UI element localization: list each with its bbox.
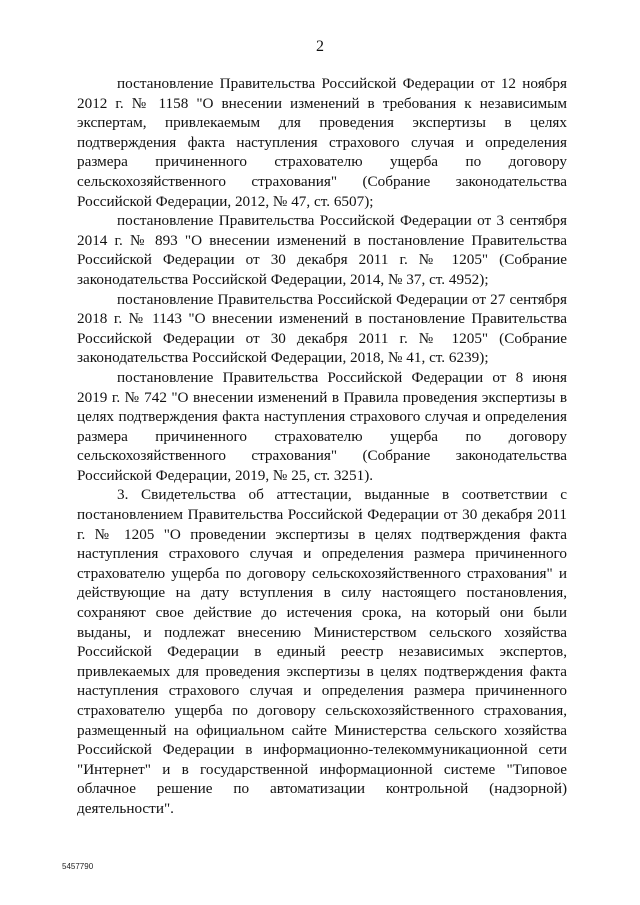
paragraph-clause-3-certificates: 3. Свидетельства об аттестации, выданные в соответствии с постановлением Правительства Российской Федерации от 30 декабря 2011 г. № 1205 "О проведении экспертизы в целях подтверждения факта наступления страхового случая и определения размера причиненного страхователю ущерба по договору сельскохозяйственного страхования" и действующие на дату вступления в силу настоящего постановления, сохраняют свое действие до истечения срока, на который они были выданы, и подлежат внесению Министерством сельского хозяйства Российской Федерации в единый реестр независимых экспертов, привлекаемых для проведения экспертизы в целях подтверждения факта наступления страхового случая и определения размера причиненного страхователю ущерба по договору сельскохозяйственного страхования, размещенный на официальном сайте Министерства сельского хозяйства Российской Федерации в информационно-телекоммуникационной сети "Интернет" и в государственной информационной системе "Типовое облачное решение по автоматизации контрольной (надзорной) деятельности". — [77, 486, 567, 817]
paragraph-decree-1143: постановление Правительства Российской Федерации от 27 сентября 2018 г. № 1143 "О внесении изменений в постановление Правительства Российской Федерации от 30 декабря 2011 г. № 1205" (Собрание законодательства Российской Федерации, 2018, № 41, ст. 6239); — [77, 290, 567, 367]
document-footer-code: 5457790 — [62, 862, 94, 871]
document-body — [77, 74, 567, 819]
paragraph-decree-893: постановление Правительства Российской Федерации от 3 сентября 2014 г. № 893 "О внесении изменений в постановление Правительства Российской Федерации от 30 декабря 2011 г. № 1205" (Собрание законодательства Российской Федерации, 2014, № 37, ст. 4952); — [77, 212, 567, 288]
page-number: 2 — [316, 38, 324, 55]
paragraph-decree-742: постановление Правительства Российской Федерации от 8 июня 2019 г. № 742 "О внесении изменений в Правила проведения экспертизы в целях подтверждения факта наступления страхового случая и определения размера причиненного страхователю ущерба по договору сельскохозяйственного страхования" (Собрание законодательства Российской Федерации, 2019, № 25, ст. 3251). — [77, 368, 567, 484]
paragraph-decree-1158: постановление Правительства Российской Федерации от 12 ноября 2012 г. № 1158 "О внесении изменений в требования к независимым экспертам, привлекаемым для проведения экспертизы в целях подтверждения факта наступления страхового случая и определения размера причиненного страхователю ущерба по договору сельскохозяйственного страхования" (Собрание законодательства Российской Федерации, 2012, № 47, ст. 6507); — [77, 75, 567, 210]
